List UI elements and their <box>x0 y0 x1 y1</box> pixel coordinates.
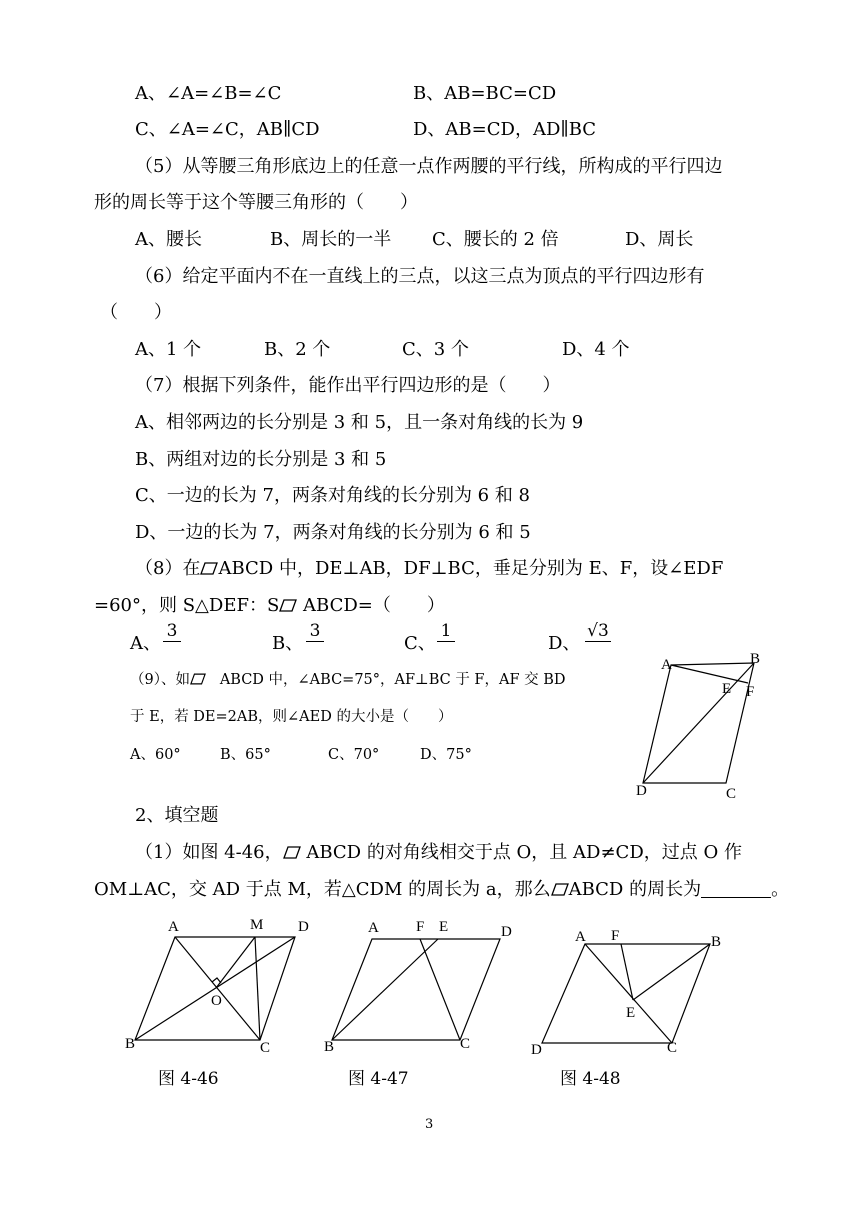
fig47-caption: 图 4-47 <box>348 1069 409 1089</box>
fig46-label-d: D <box>298 919 309 935</box>
numerator: √3 <box>587 621 609 641</box>
q8-option-c: C、 <box>404 633 436 654</box>
q5-option-a: A、腰长 <box>135 229 202 250</box>
fig47-label-f: F <box>416 919 425 935</box>
q5-option-c: C、腰长的 2 倍 <box>432 229 559 250</box>
q7-option-b: B、两组对边的长分别是 3 和 5 <box>135 449 387 470</box>
q9-stem-pre: （9）、如 <box>130 672 190 688</box>
fig47-parallelogram <box>332 939 500 1040</box>
fig47-label-b: B <box>324 1039 335 1055</box>
q4-option-c: C、∠A=∠C，AB∥CD <box>135 119 320 140</box>
q8-stem-line2 <box>94 594 445 618</box>
fig47-label-c: C <box>460 1036 471 1052</box>
q6-stem-line2: （ ） <box>100 302 172 323</box>
q8-fraction-d <box>585 622 611 643</box>
fig48-label-d: D <box>531 1042 542 1058</box>
q8-line2-pre: =60°，则 S△DEF：S <box>94 595 280 616</box>
fig46-right-angle-mark <box>212 978 221 983</box>
parallelogram-icon <box>283 846 301 859</box>
q9-option-a: A、60° <box>130 747 181 763</box>
q8-line2-post: ABCD=（ ） <box>297 595 445 616</box>
q8-stem-pre: （8）在 <box>135 558 201 579</box>
q4-option-d: D、AB=CD，AD∥BC <box>413 119 597 140</box>
q8-fraction-c <box>437 622 455 643</box>
q9-stem-line1 <box>130 670 566 690</box>
q9-stem-line2: 于 E，若 DE=2AB，则∠AED 的大小是（ ） <box>130 709 453 725</box>
section-2-title: 2、填空题 <box>135 805 219 826</box>
fig46-label-o: O <box>211 993 222 1009</box>
q7-stem: （7）根据下列条件，能作出平行四边形的是（ ） <box>135 375 561 396</box>
q4-option-b: B、AB=BC=CD <box>413 83 557 104</box>
fig47-segment-ec <box>420 939 460 1040</box>
fig46-label-a: A <box>168 919 179 935</box>
q6-option-a: A、1 个 <box>135 339 202 360</box>
fig48-segment-eb <box>633 944 710 1000</box>
fig46-label-c: C <box>260 1040 271 1056</box>
fig48-label-f: F <box>611 928 620 944</box>
q9-segment-af <box>671 665 748 683</box>
q8-option-b: B、 <box>272 633 304 654</box>
fig48-label-a: A <box>575 929 586 945</box>
q6-option-c: C、3 个 <box>402 339 469 360</box>
q5-option-d: D、周长 <box>625 229 694 250</box>
fig47-label-a: A <box>368 920 379 936</box>
q6-option-d: D、4 个 <box>562 339 630 360</box>
q9-option-c: C、70° <box>328 747 380 763</box>
numerator: 3 <box>309 621 321 641</box>
q5-stem-line2: 形的周长等于这个等腰三角形的（ ） <box>94 192 418 213</box>
fig47-label-d: D <box>501 924 512 940</box>
fig48-label-b: B <box>711 934 722 950</box>
q9-stem-post: ABCD 中，∠ABC=75°，AF⊥BC 于 F，AF 交 BD <box>219 672 566 688</box>
q9-option-d: D、75° <box>420 747 472 763</box>
q8-option-a: A、 <box>130 633 161 654</box>
fig48-parallelogram <box>542 944 710 1043</box>
fig48-caption: 图 4-48 <box>560 1069 621 1089</box>
q8-stem-post: ABCD 中，DE⊥AB，DF⊥BC，垂足分别为 E、F，设∠EDF <box>218 558 724 579</box>
page-number: 3 <box>425 1117 434 1132</box>
q6-option-b: B、2 个 <box>264 339 331 360</box>
fill1-stem-line1 <box>135 841 742 865</box>
fig46-label-b: B <box>125 1036 136 1052</box>
q9-option-b: B、65° <box>220 747 271 763</box>
q8-stem-line1 <box>135 557 723 581</box>
fig46-caption: 图 4-46 <box>158 1069 219 1089</box>
q4-option-a: A、∠A=∠B=∠C <box>135 83 282 104</box>
fill1-stem-line2 <box>94 878 789 902</box>
figure-4-46 <box>120 912 320 1057</box>
fig48-label-e: E <box>626 1005 636 1021</box>
parallelogram-icon <box>200 562 218 575</box>
fill1-line2-post: ABCD 的周长为 <box>568 879 702 900</box>
parallelogram-icon <box>551 883 569 896</box>
fig46-diagonal-bd <box>135 937 295 1040</box>
figure-4-47 <box>320 912 520 1057</box>
q9-label-e: E <box>722 681 732 697</box>
q9-label-b: B <box>750 651 761 667</box>
fill1-post: ABCD 的对角线相交于点 O，且 AD≠CD，过点 O 作 <box>300 842 742 863</box>
fill1-line2-end: 。 <box>771 879 790 900</box>
numerator: 1 <box>440 621 452 641</box>
q8-fraction-b <box>306 622 324 643</box>
fig48-diagonal-ac <box>585 944 672 1043</box>
fig46-segment-om <box>216 937 255 988</box>
fill1-line2-pre: OM⊥AC，交 AD 于点 M，若△CDM 的周长为 a，那么 <box>94 879 551 900</box>
q7-option-a: A、相邻两边的长分别是 3 和 5，且一条对角线的长为 9 <box>135 412 584 433</box>
q5-stem-line1: （5）从等腰三角形底边上的任意一点作两腰的平行线，所构成的平行四边 <box>135 156 723 177</box>
fig47-segment-bf <box>332 939 438 1040</box>
q7-option-c: C、一边的长为 7，两条对角线的长分别为 6 和 8 <box>135 485 531 506</box>
q9-label-f: F <box>746 684 755 700</box>
q8-fraction-a <box>163 622 181 643</box>
q6-stem-line1: （6）给定平面内不在一直线上的三点，以这三点为顶点的平行四边形有 <box>135 266 705 287</box>
fig46-segment-mc <box>255 937 260 1040</box>
fill1-pre: （1）如图 4-46， <box>135 842 283 863</box>
fig48-label-c: C <box>667 1040 678 1056</box>
fig46-label-m: M <box>250 917 264 933</box>
q8-option-d: D、 <box>548 633 581 654</box>
q9-label-c: C <box>726 786 737 802</box>
numerator: 3 <box>166 621 178 641</box>
q7-option-d: D、一边的长为 7，两条对角线的长分别为 6 和 5 <box>135 522 531 543</box>
q9-figure <box>628 645 778 805</box>
answer-blank <box>701 879 771 898</box>
q9-label-a: A <box>661 657 672 673</box>
figure-4-48 <box>525 920 730 1065</box>
parallelogram-icon <box>279 599 297 612</box>
parallelogram-icon <box>190 673 206 685</box>
fig46-diagonal-ac <box>175 937 260 1040</box>
q5-option-b: B、周长的一半 <box>270 229 392 250</box>
q9-label-d: D <box>636 783 647 799</box>
fig47-label-e: E <box>439 919 449 935</box>
